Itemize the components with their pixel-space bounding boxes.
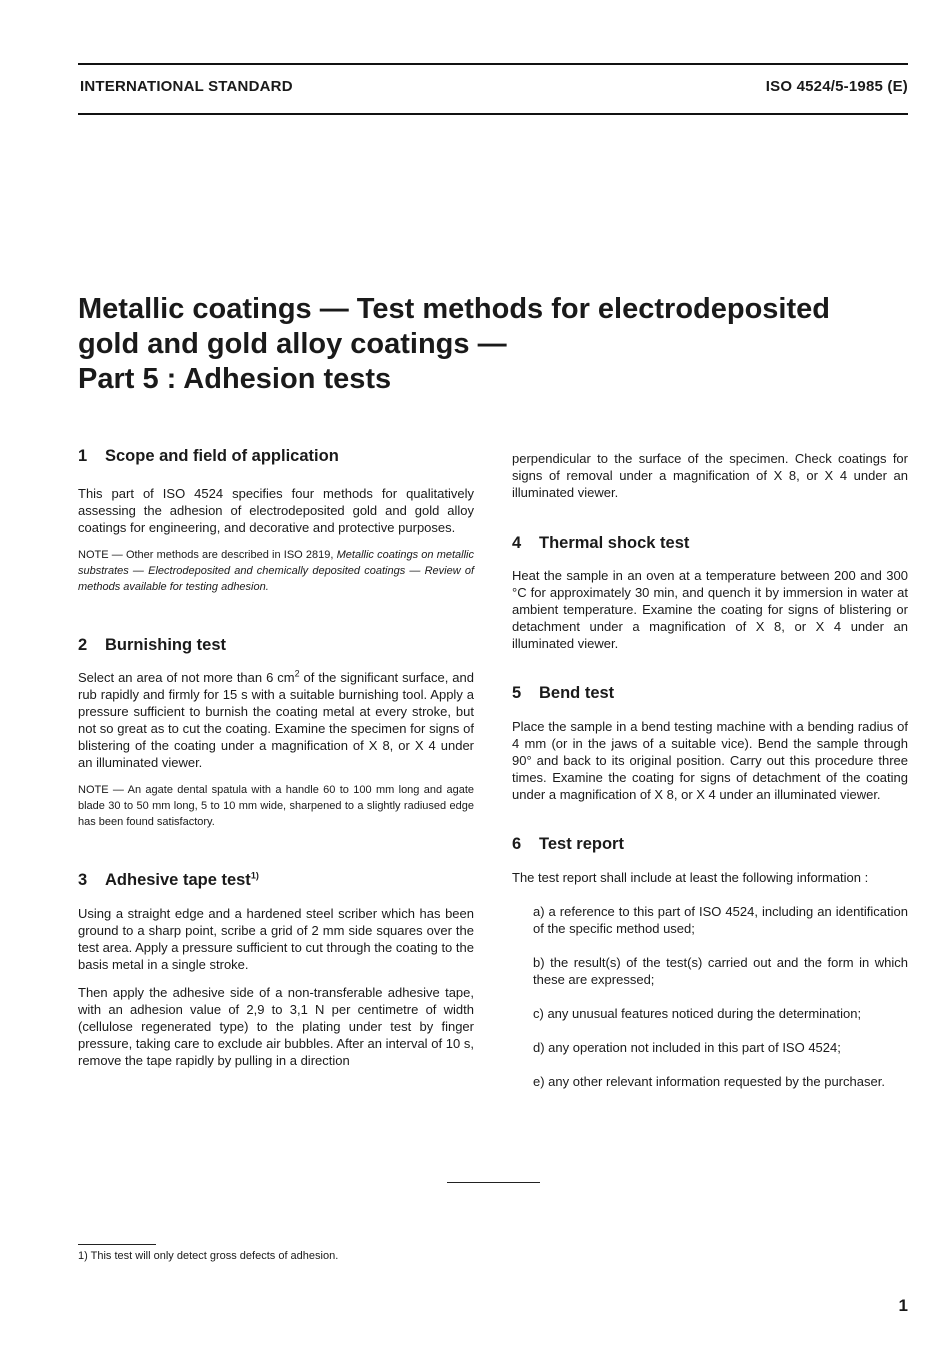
section-1-note-prefix: NOTE — Other methods are described in ISO 2819, [78,549,334,561]
right-column [512,450,908,1090]
section-4-heading [512,533,908,553]
section-1-note [78,547,474,595]
footnote-separator [78,1244,156,1245]
report-item-a: a) a reference to this part of ISO 4524, including an identification of the specific method used; [533,904,908,936]
section-3-footnote-marker: 1) [250,870,259,881]
section-2 [78,635,474,830]
section-4-number: 4 [512,534,522,552]
section-1-note-reference: Metallic coatings on metallic substrates — Electrodeposited and chemically deposited coatings — Review of methods available for testing adhesion. [78,549,474,593]
section-1 [78,446,474,595]
section-6-number: 6 [512,835,522,853]
section-2-superscript: 2 [294,668,300,679]
page-title [78,292,918,397]
section-4 [512,533,908,652]
section-3 [78,870,474,1069]
section-3-paragraph-1: Using a straight edge and a hardened steel scriber which has been ground to a sharp point, scribe a grid of 2 mm side squares over the test area. Apply a pressure sufficient to cut through the coating to the basis metal in a single stroke. [78,906,474,972]
section-2-number: 2 [78,636,88,654]
section-2-paragraph-start: Select an area of not more than 6 cm [78,670,295,685]
section-5-number: 5 [512,684,522,702]
section-2-title: Burnishing test [105,636,227,654]
section-5 [512,683,908,803]
title-line-3: Part 5 : Adhesion tests [78,363,392,395]
section-4-paragraph: Heat the sample in an oven at a temperature between 200 and 300 °C for approximately 30 min, and quench it by immersion in water at ambient temperature. Examine the coating for signs of blistering or detachment under a magnification of X 8, or X 4 under an illuminated viewer. [512,568,908,651]
section-2-paragraph [78,669,474,771]
header-bottom-rule [78,113,908,115]
section-2-heading [78,635,474,655]
section-5-heading [512,683,908,703]
section-6-heading [512,834,908,854]
section-6-intro: The test report shall include at least the following information : [512,870,869,885]
section-3-heading [78,870,474,890]
section-1-title: Scope and field of application [105,447,339,465]
section-6-title: Test report [539,835,624,853]
header-top-rule [78,63,908,65]
title-line-2: gold and gold alloy coatings — [78,328,507,360]
section-3-title: Adhesive tape test [105,871,251,889]
end-of-text-rule [447,1182,540,1183]
report-item-b: b) the result(s) of the test(s) carried out and the form in which these are expressed; [533,955,908,987]
header-document-id: ISO 4524/5-1985 (E) [765,78,908,95]
report-item-c: c) any unusual features noticed during the determination; [533,1006,862,1021]
section-1-paragraph: This part of ISO 4524 specifies four methods for qualitatively assessing the adhesion of electrodeposited gold and gold alloy coatings for engineering, and decorative and protective purposes. [78,486,474,535]
section-4-title: Thermal shock test [539,534,690,552]
section-2-paragraph-rest: of the significant surface, and rub rapidly and firmly for 15 s with a suitable burnishing tool. Apply a pressure sufficient to burnish the coating metal at every stroke, but not so great as to cut the coating. Examine the specimen for signs of blistering of the coating under a magnification of X 8, or X 4 under an illuminated viewer. [78,670,474,770]
section-3-number: 3 [78,871,88,889]
section-2-note: NOTE — An agate dental spatula with a handle 60 to 100 mm long and agate blade 30 to 50 mm long, 5 to 10 mm wide, sharpened to a slightly radiused edge has been found satisfactory. [78,784,474,828]
section-3-paragraph-2-continued: perpendicular to the surface of the specimen. Check coatings for signs of removal under a magnification of X 8, or X 4 under an illuminated viewer. [512,451,908,500]
section-5-paragraph: Place the sample in a bend testing machine with a bending radius of 4 mm (or in the jaws of a suitable vice). Bend the sample through 90° and back to its original position. Carry out this procedure three times. Examine the coating for signs of detachment of the coating under a magnification of X 8, or X 4 under an illuminated viewer. [512,719,908,802]
report-items-list [512,903,908,1090]
title-line-1: Metallic coatings — Test methods for electrodeposited [78,293,830,325]
section-3-paragraph-2: Then apply the adhesive side of a non-transferable adhesive tape, with an adhesion value of 2,9 to 3,1 N per centimetre of width (cellulose regenerated type) to the plating under test by finger pressure, taking care to exclude air bubbles. After an interval of 10 s, remove the tape rapidly by pulling in a direction [78,985,474,1068]
section-1-heading [78,446,474,466]
page-number: 1 [898,1296,908,1315]
report-item-e: e) any other relevant information requested by the purchaser. [533,1074,885,1089]
header-standard-label: INTERNATIONAL STANDARD [80,78,293,95]
report-item-d: d) any operation not included in this part of ISO 4524; [533,1040,841,1055]
section-5-title: Bend test [539,684,615,702]
section-1-number: 1 [78,447,88,465]
left-column [78,446,474,1069]
section-6 [512,834,908,1090]
footnote: 1) This test will only detect gross defects of adhesion. [78,1250,339,1262]
